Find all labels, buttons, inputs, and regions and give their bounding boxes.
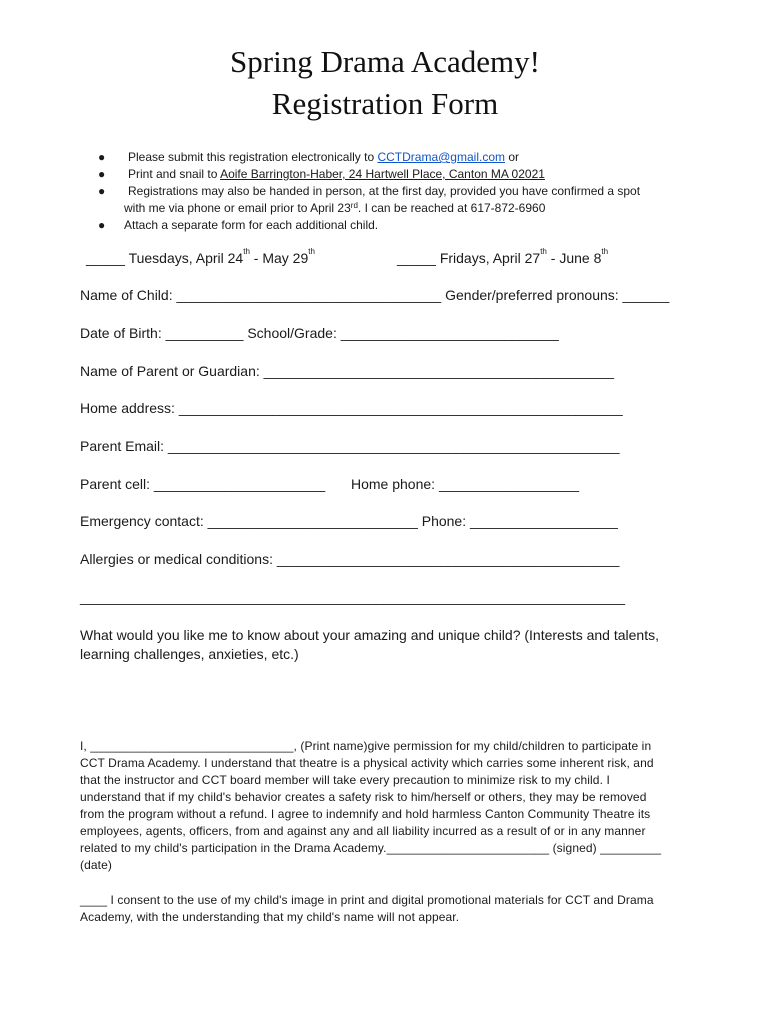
- dob-school-field[interactable]: Date of Birth: __________ School/Grade: ____________________________: [80, 325, 559, 341]
- home-address-field[interactable]: Home address: _________________________________________________________: [80, 400, 623, 416]
- bullet-icon: ●: [98, 150, 106, 164]
- form-subtitle: Registration Form: [271, 86, 499, 121]
- bullet-icon: ●: [98, 184, 106, 198]
- instruction-item: ● Registrations may also be handed in person, at the first day, provided you have confirmed a spot: [98, 184, 641, 198]
- instruction-item: ● Print and snail to Aoife Barrington-Haber, 24 Hartwell Place, Canton MA 02021: [98, 167, 545, 181]
- parent-cell-field[interactable]: Parent cell: ______________________: [80, 476, 326, 492]
- form-title: Spring Drama Academy!: [230, 44, 540, 79]
- child-question: What would you like me to know about your amazing and unique child? (Interests and talents,: [80, 627, 659, 643]
- instruction-item: ● Please submit this registration electronically to CCTDrama@gmail.com or: [98, 150, 519, 164]
- emergency-contact-field[interactable]: Emergency contact: ___________________________ Phone: ___________________: [80, 513, 618, 529]
- waiver-paragraph: I, ______________________________, (Print name)give permission for my child/children to participate in CCT Drama Academy. I understand that theatre is a physical activity which carries some inherent risk, and that the instructor and CCT board member will take every precaution to minimize risk to my child. I understand that if my child's behavior creates a safety risk to him/herself or others, they may be removed from the program without a refund. I agree to indemnify and hold harmless Canton Community Theatre its employees, agents, officers, from and against any and all liability incurred as a result of or in any manner related to my child's participation in the Drama Academy.________________________ (signed) _________ (date): [80, 739, 662, 872]
- session-friday[interactable]: _____ Fridays, April 27th - June 8th: [397, 247, 609, 266]
- child-name-field[interactable]: Name of Child: __________________________________ Gender/preferred pronouns: ______: [80, 287, 670, 303]
- photo-consent: ____ I consent to the use of my child's image in print and digital promotional materials for CCT and Drama Academy, with the understanding that my child's name will not appear.: [80, 893, 654, 924]
- allergies-continuation-line[interactable]: ______________________________________________________________________: [80, 589, 626, 605]
- bullet-icon: ●: [98, 167, 106, 181]
- instructions-list: [98, 149, 698, 234]
- allergies-field[interactable]: Allergies or medical conditions: ____________________________________________: [80, 551, 620, 567]
- email-link[interactable]: CCTDrama@gmail.com: [377, 150, 505, 164]
- instruction-item: ● Attach a separate form for each additional child.: [98, 218, 379, 232]
- instruction-continuation: with me via phone or email prior to April 23rd. I can be reached at 617-872-6960: [124, 201, 546, 215]
- parent-email-field[interactable]: Parent Email: __________________________________________________________: [80, 438, 620, 454]
- child-question-cont: learning challenges, anxieties, etc.): [80, 646, 299, 662]
- parent-name-field[interactable]: Name of Parent or Guardian: _____________________________________________: [80, 363, 615, 379]
- bullet-icon: ●: [98, 218, 106, 232]
- session-tuesday[interactable]: _____ Tuesdays, April 24th - May 29th: [86, 247, 315, 266]
- mailing-address: Aoife Barrington-Haber, 24 Hartwell Place, Canton MA 02021: [220, 167, 545, 181]
- home-phone-field[interactable]: Home phone: __________________: [351, 476, 580, 492]
